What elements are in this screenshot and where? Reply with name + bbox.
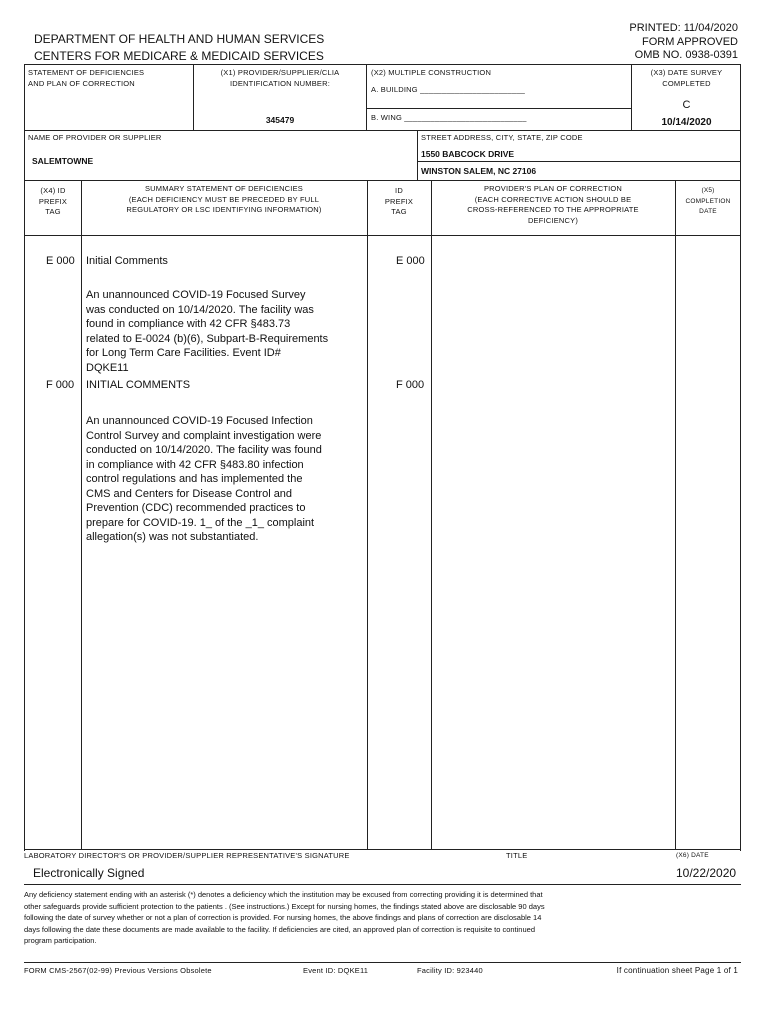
provider-name-label: NAME OF PROVIDER OR SUPPLIER xyxy=(28,133,162,142)
x3-label: (X3) DATE SURVEY COMPLETED xyxy=(650,68,723,88)
entry-tag: F 000 xyxy=(46,379,75,391)
x2-label: (X2) MULTIPLE CONSTRUCTION xyxy=(371,68,492,77)
printed-date: PRINTED: 11/04/2020 xyxy=(629,22,738,34)
entry-id-tag: E 000 xyxy=(396,255,425,267)
building-label: A. BUILDING ________________________ xyxy=(371,85,525,94)
signature-label: LABORATORY DIRECTOR'S OR PROVIDER/SUPPLIER REPRESENTATIVE'S SIGNATURE xyxy=(24,851,350,860)
entry-text: An unannounced COVID-19 Focused Infection Control Survey and complaint investigation were conducted on 10/14/2020. The facility was found in compliance with 42 CFR §483.80 infection control regulations and has implemented the CMS and Centers for Disease Control and Prevention (CDC) recommended practices to prepare for COVID-19. 1_ of the _1_ complaint allegation(s) was not substantiated. xyxy=(86,415,322,543)
form-number: FORM CMS-2567(02-99) Previous Versions Obsolete xyxy=(24,966,212,975)
event-id: Event ID: DQKE11 xyxy=(303,966,369,975)
completion-header: (X5) COMPLETION DATE xyxy=(685,187,731,215)
city-state-zip: WINSTON SALEM, NC 27106 xyxy=(421,166,537,176)
disclaimer-text: Any deficiency statement ending with an asterisk (*) denotes a deficiency which the institution may be excused from correcting providing it is determined that other safeguards provide sufficient protection to the patients . (See instructions.) Except for nursing homes, the findings stated above are disclosable 90 days following the date of survey whether or not a plan of correction is provided. For nursing homes, the above findings and plans of correction are disclosable 14 days following the date these documents are made available to the facility. If deficiencies are cited, an approved plan of correction is requisite to continued program participation. xyxy=(24,890,545,945)
survey-date: 10/14/2020 xyxy=(661,117,712,128)
omb-number: OMB NO. 0938-0391 xyxy=(634,49,738,61)
title-label: TITLE xyxy=(506,851,528,860)
x4-header: (X4) ID PREFIX TAG xyxy=(38,186,68,216)
survey-code: C xyxy=(682,99,691,111)
entry-tag: E 000 xyxy=(46,255,75,267)
provider-name: SALEMTOWNE xyxy=(32,156,94,166)
signature-value: Electronically Signed xyxy=(33,866,145,880)
statement-label: STATEMENT OF DEFICIENCIES AND PLAN OF CORRECTION xyxy=(28,68,145,88)
plan-header: PROVIDER'S PLAN OF CORRECTION (EACH CORRECTIVE ACTION SHOULD BE CROSS-REFERENCED TO THE APPROPRIATE DEFICIENCY) xyxy=(467,184,639,225)
street-address: 1550 BABCOCK DRIVE xyxy=(421,149,515,159)
entry-title: INITIAL COMMENTS xyxy=(86,379,191,391)
facility-id: Facility ID: 923440 xyxy=(417,966,483,975)
provider-id: 345479 xyxy=(265,115,295,125)
date-label: (X6) DATE xyxy=(676,852,709,859)
page-indicator: If continuation sheet Page 1 of 1 xyxy=(616,966,738,975)
x1-label: (X1) PROVIDER/SUPPLIER/CLIA IDENTIFICATION NUMBER: xyxy=(220,68,340,88)
entry-id-tag: F 000 xyxy=(396,379,425,391)
agency-name: CENTERS FOR MEDICARE & MEDICAID SERVICES xyxy=(34,49,324,63)
id-prefix-header: ID PREFIX TAG xyxy=(384,186,414,216)
entry-title: Initial Comments xyxy=(86,255,168,267)
address-label: STREET ADDRESS, CITY, STATE, ZIP CODE xyxy=(421,133,583,142)
department-name: DEPARTMENT OF HEALTH AND HUMAN SERVICES xyxy=(34,32,325,46)
wing-label: B. WING ____________________________ xyxy=(371,113,527,122)
signature-date: 10/22/2020 xyxy=(676,866,737,880)
entry-text: An unannounced COVID-19 Focused Survey was conducted on 10/14/2020. The facility was found in compliance with 42 CFR §483.73 related to E-0024 (b)(6), Subpart-B-Requirements for Long Term Care Facilities. Event ID# DQKE11 xyxy=(86,289,329,374)
form-approved: FORM APPROVED xyxy=(642,36,738,48)
summary-header: SUMMARY STATEMENT OF DEFICIENCIES (EACH DEFICIENCY MUST BE PRECEDED BY FULL REGULATORY OR LSC IDENTIFYING INFORMATION) xyxy=(126,184,322,214)
